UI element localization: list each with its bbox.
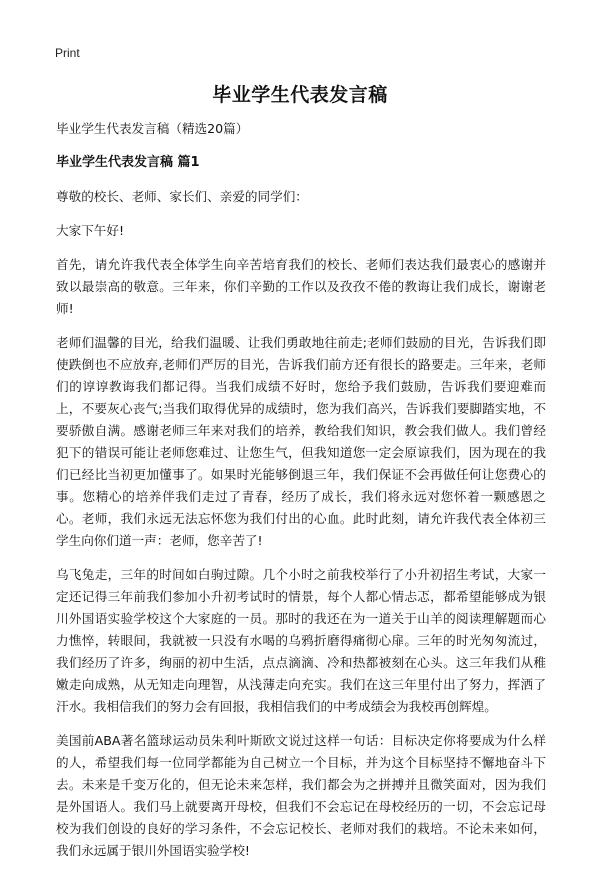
body-paragraph: 首先，请允许我代表全体学生向辛苦培育我们的校长、老师们表达我们最衷心的感谢并致以最崇高的敬意。三年来，你们辛勤的工作以及孜孜不倦的教诲让我们成长，谢谢老师! (56, 257, 546, 316)
body-paragraph: 乌飞兔走，三年的时间如白驹过隙。几个小时之前我校举行了小升初招生考试，大家一定还记得三年前我们参加小升初考试时的情景，每个人都心情忐忑，都希望能够成为银川外国语实验学校这个大家庭的一员。那时的我还在为一道关于山羊的阅读理解题而心力憔悴，转眼间，我就被一只没有水喝的乌鸦折磨得痛彻心扉。三年的时光匆匆流过，我们经历了许多，绚丽的初中生活，点点滴滴、冷和热都被刻在心头。这三年我们从稚嫩走向成熟，从无知走向理智，从浅薄走向充实。我们在这三年里付出了努力，挥洒了汗水。我相信我们的努力会有回报，我相信我们的中考成绩会为我校再创辉煌。 (56, 567, 546, 714)
document-body (56, 118, 546, 874)
body-paragraph: 美国前ABA著名篮球运动员朱利叶斯欧文说过这样一句话：目标决定你将要成为什么样的人，希望我们每一位同学都能为自己树立一个目标，并为这个目标坚持不懈地奋斗下去。未来是千变万化的，但无论未来怎样，我们都会为之拼搏并且微笑面对，因为我们是外国语人。我们马上就要离开母校，但我们不会忘记在母校经历的一切，不会忘记母校为我们创设的良好的学习条件，不会忘记校长、老师对我们的栽培。不论未来如何，我们永远属于银川外国语实验学校! (56, 733, 546, 858)
salutation-paragraph: 尊敬的校长、老师、家长们、亲爱的同学们： (56, 189, 308, 204)
document-subtitle: 毕业学生代表发言稿（精选20篇） (56, 121, 249, 136)
body-paragraph: 老师们温馨的目光，给我们温暖、让我们勇敢地往前走;老师们鼓励的目光，告诉我们即使跌倒也不应放弃,老师们严厉的目光，告诉我们前方还有很长的路要走。三年来，老师们的谆谆教诲我们都记得。当我们成绩不好时，您给予我们鼓励，告诉我们要迎难而上，不要灰心丧气;当我们取得优异的成绩时，您为我们高兴，告诉我们要脚踏实地，不要骄傲自满。感谢老师三年来对我们的培养，教给我们知识，教会我们做人。我们曾经犯下的错误可能让老师您难过、让您生气，但我知道您一定会原谅我们，因为现在的我们已经比当初更加懂事了。如果时光能够倒退三年，我们保证不会再做任何让您费心的事。您精心的培养伴我们走过了青春，经历了成长，我们将永远对您怀着一颗感恩之心。老师，我们永远无法忘怀您为我们付出的心血。此时此刻，请允许我代表全体初三学生向你们道一声：老师，您辛苦了! (56, 335, 546, 548)
page-title: 毕业学生代表发言稿 (212, 84, 388, 106)
section-heading: 毕业学生代表发言稿 篇1 (56, 155, 200, 170)
greeting-paragraph: 大家下午好! (56, 223, 125, 238)
print-link[interactable]: Print (55, 46, 80, 60)
